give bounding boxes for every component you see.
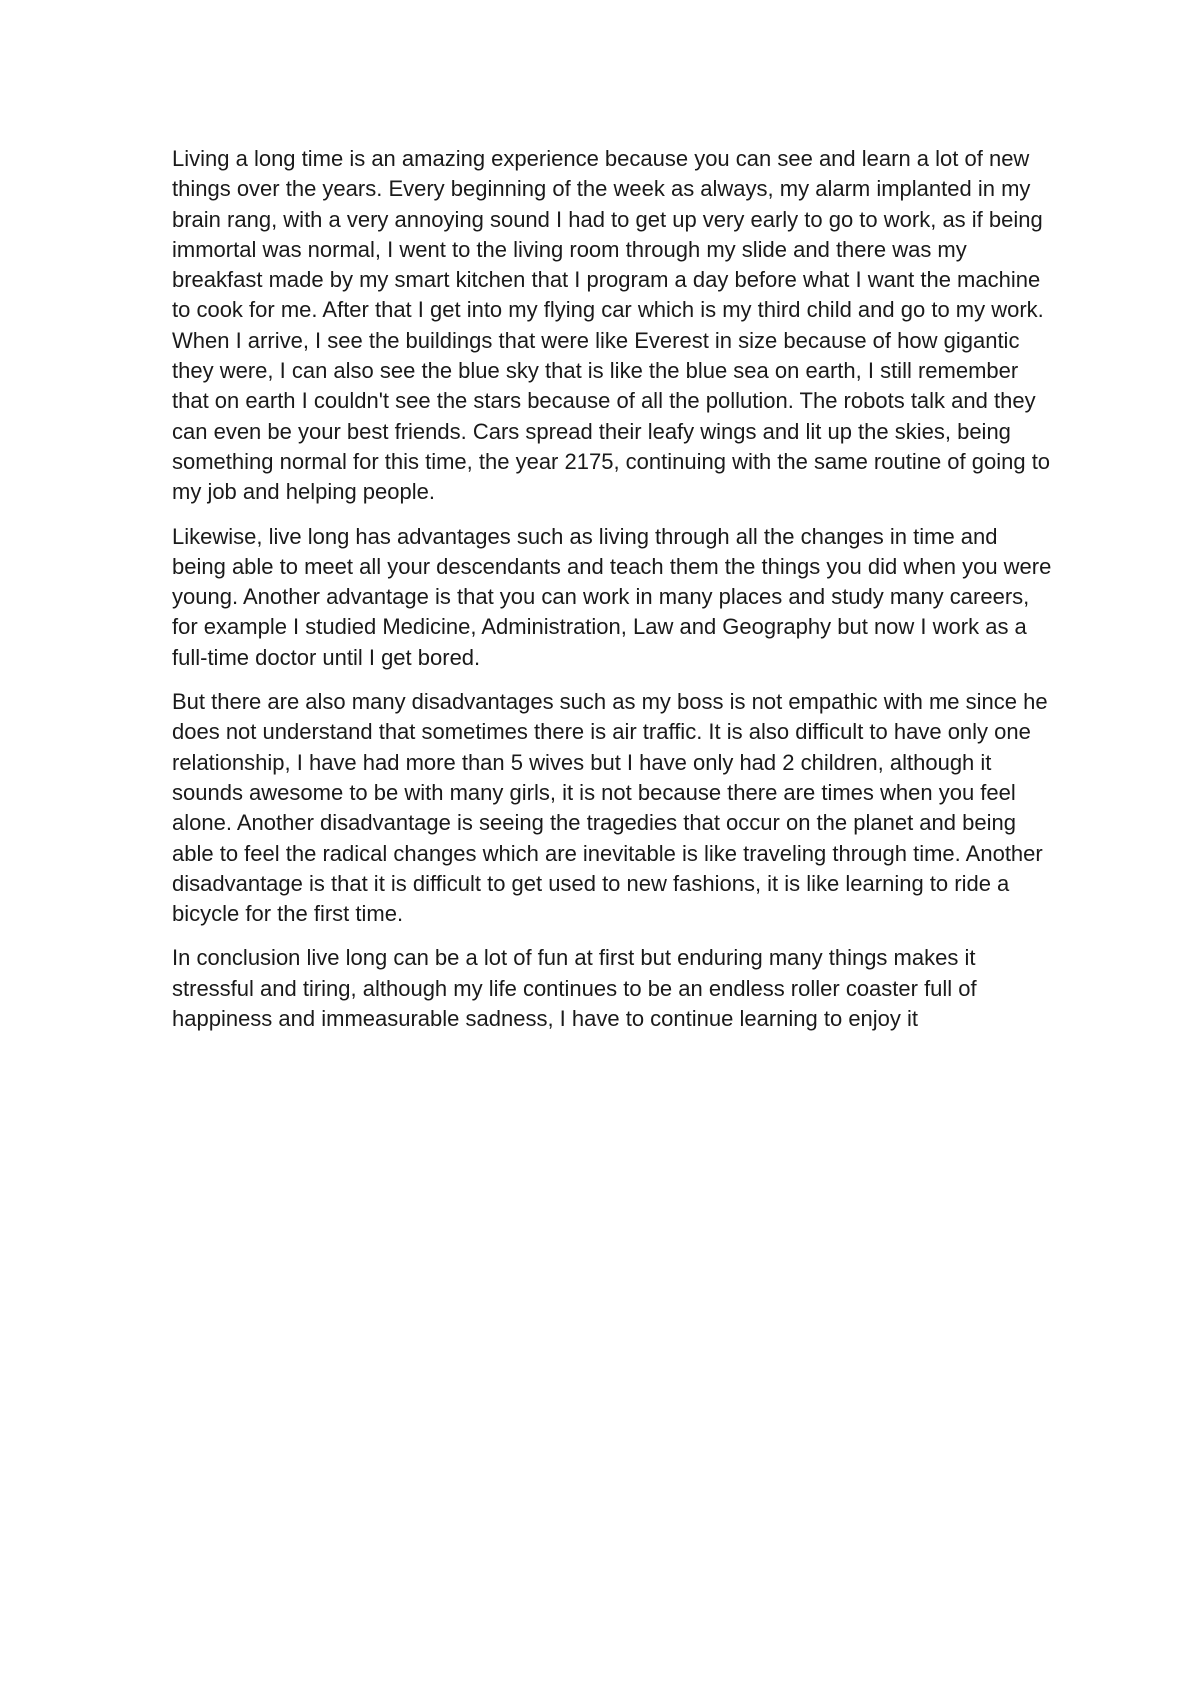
paragraph-2: Likewise, live long has advantages such as living through all the changes in time and being able to meet all your descendants and teach them the things you did when you were young. Another advantage is that you can work in many places and study many careers, for example I studied Medicine, Administration, Law and Geography but now I work as a full-time doctor until I get bored. — [172, 523, 1052, 670]
document-body — [172, 144, 1052, 1048]
paragraph-3: But there are also many disadvantages such as my boss is not empathic with me since he does not understand that sometimes there is air traffic. It is also difficult to have only one relationship, I have had more than 5 wives but I have only had 2 children, although it sounds awesome to be with many girls, it is not because there are times when you feel alone. Another disadvantage is seeing the tragedies that occur on the planet and being able to feel the radical changes which are inevitable is like traveling through time. Another disadvantage is that it is difficult to get used to new fashions, it is like learning to ride a bicycle for the first time. — [172, 689, 1048, 927]
paragraph-1: Living a long time is an amazing experience because you can see and learn a lot of new things over the years. Every beginning of the week as always, my alarm implanted in my brain rang, with a very annoying sound I had to get up very early to go to work, as if being immortal was normal, I went to the living room through my slide and there was my breakfast made by my smart kitchen that I program a day before what I want the machine to cook for me. After that I get into my flying car which is my third child and go to my work. When I arrive, I see the buildings that were like Everest in size because of how gigantic they were, I can also see the blue sky that is like the blue sea on earth, I still remember that on earth I couldn't see the stars because of all the pollution. The robots talk and they can even be your best friends. Cars spread their leafy wings and lit up the skies, being something normal for this time, the year 2175, continuing with the same routine of going to my job and helping people. — [172, 146, 1051, 505]
paragraph-4: In conclusion live long can be a lot of fun at first but enduring many things makes it stressful and tiring, although my life continues to be an endless roller coaster full of happiness and immeasurable sadness, I have to continue learning to enjoy it — [172, 945, 977, 1032]
